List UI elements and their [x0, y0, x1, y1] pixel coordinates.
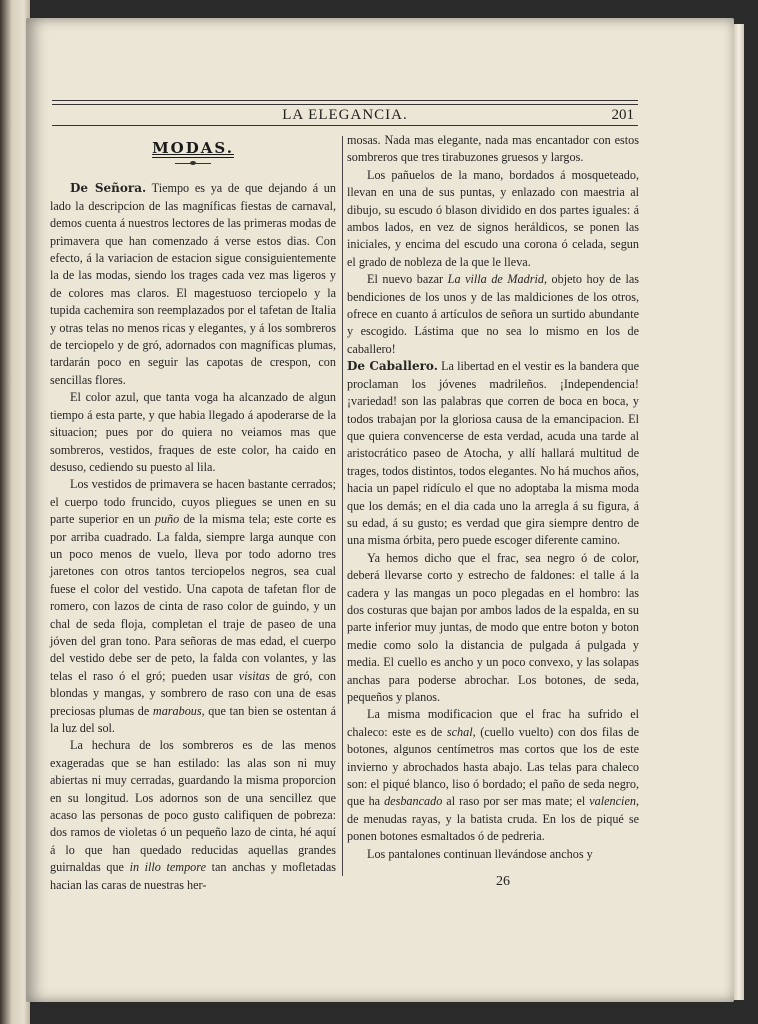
paragraph-text: mosas. Nada mas elegante, nada mas encantador con estos sombreros que tres tirabuzones gruesos y largos. [347, 133, 639, 165]
paragraph-text: Los pantalones continuan llevándose anchos y [367, 846, 593, 861]
paragraph [50, 737, 336, 894]
italic-term: marabous [152, 703, 202, 718]
paragraph-text: Los vestidos de primavera se hacen bastante cerrados; el cuerpo todo fruncido, cuyos pliegues se unen en su parte superior en un [50, 477, 336, 527]
paragraph-text: La misma modificacion que el frac ha sufrido el chaleco: este es de [347, 707, 639, 739]
paragraph [347, 132, 639, 167]
section-title-block [50, 140, 336, 166]
page-number: 201 [611, 107, 634, 123]
paragraph-text: al raso por ser mas mate; el [442, 794, 590, 809]
paragraph [347, 271, 639, 358]
italic-term: visitas [238, 668, 270, 683]
paragraph [50, 476, 336, 737]
signature-mark: 26 [496, 874, 510, 889]
subheading-caballero: De Caballero. [347, 359, 438, 374]
paragraph-text: de gró, con blondas y mangas, y sombrero de raso con una de esas preciosas plumas de [50, 668, 336, 718]
running-title: LA ELEGANCIA. [282, 107, 408, 123]
italic-term: puño [154, 512, 180, 527]
running-header [52, 104, 638, 126]
paragraph [50, 389, 336, 476]
paragraph-text: La libertad en el vestir es la bandera que proclaman los jóvenes madrileños. ¡Independencia! ¡variedad! son las palabras que corren de boca en boca, y todos trabajan por la gloriosa causa de la emancipacion. El que quiera convencerse de esta verdad, acuda una tarde al aristocrático paseo de Atocha, y allí hallará multitud de trages, todos distintos, todos elegantes. No há muchos años, hacia un papel ridículo el que no adoptaba la misma moda que los demás; en el dia cada uno la arregla á su figura, á su edad, á su gusto; es verdad que gira siempre dentro de una misma órbita, pero puede escoger diferente camino. [347, 359, 639, 548]
paragraph [347, 358, 639, 549]
page-stack-edge [734, 24, 744, 1000]
italic-term: desbancado [384, 794, 443, 809]
paragraph-text: Ya hemos dicho que el frac, sea negro ó de color, deberá llevarse corto y estrecho de faldones: el talle á la cadera y las mangas un poco plegadas en el hombro: las dos costuras que bajan por ambos lados de la espalda, en su parte inferior muy juntas, de modo que entre boton y boton medie como solo la distancia de pulgada á pulgada y media. El cuello es ancho y un poco convexo, y las solapas anchas para poderse abrochar. Los botones, de seda, pequeños y planos. [347, 550, 639, 704]
paragraph [50, 180, 336, 389]
paragraph [347, 706, 639, 845]
paragraph [347, 167, 639, 271]
paragraph-text: , que tan bien se ostentan á la luz del sol. [50, 703, 336, 735]
paragraph-text: , de menudas rayas, y la batista cruda. En los de piqué se ponen botones esmaltados ó de pedreria. [347, 794, 639, 844]
paragraph-text: Los pañuelos de la mano, bordados á mosqueteado, llevan en una de sus puntas, y enlazado con maestria al dibujo, su escudo ó blason dividido en dos partes iguales: á ambos lados, en vez de signos heráldicos, se ponen las iniciales, y encima del escudo una corona ó celada, segun el grado de nobleza de la que le lleva. [347, 167, 639, 269]
paragraph [347, 550, 639, 707]
italic-term: La villa de Madrid [447, 272, 544, 287]
subheading-senora: De Señora. [70, 181, 147, 196]
paragraph-text: , objeto hoy de las bendiciones de los unos y de las maldiciones de los otros, ofrece en cuanto á artículos de señora un surtido abundante y escogido. Lástima que no sea lo mismo en los de caballero! [347, 272, 639, 356]
header-rule-top [52, 100, 638, 101]
paragraph-text: (cuello vuelto) con dos filas de botones, algunos centímetros mas cortos que los de este invierno y abrochados hasta abajo. Las telas para chaleco son: el piqué blanco, liso ó bordado; el paño de seda negro, que ha [347, 724, 639, 809]
italic-term: schal, [446, 724, 476, 739]
column-rule [342, 136, 343, 876]
italic-term: valencien [589, 794, 636, 809]
left-column [50, 132, 336, 894]
paragraph-text: El nuevo bazar [367, 272, 448, 287]
paragraph-text: La hechura de los sombreros es de las menos exageradas que se han estilado: las alas son ni muy abiertas ni muy cerradas, guardando la misma proporcion en su longitud. Los adornos son de una sencillez que acaso las personas de poco gusto califiquen de pobreza: dos ramos de violetas ó un pequeño lazo de cinta, hé aquí á lo que han quedado reducidas aquellas grandes guirnaldas que [50, 738, 336, 875]
paragraph-text: de la misma tela; este corte es por arriba cuadrado. La falda, siempre larga aunque con un poco menos de vuelo, lleva por todo adorno tres jaretones con otros tantos terciopelos negros, sea cual fuese el color del vestido. Una capota de tafetan flor de romero, con lazos de cinta de raso color de guindo, y un chal de seda floja, completan el traje de paseo de una jóven del gran tono. Para señoras de mas edad, el cuerpo del vestido debe ser de peto, la falda con volantes, y las telas el raso ó el gró; pueden usar [50, 512, 336, 683]
paragraph-text: tan anchas y mofletadas hacian las caras de nuestras her- [50, 860, 336, 892]
paragraph [347, 846, 639, 863]
right-column [347, 132, 639, 863]
section-title: MODAS. [152, 139, 234, 157]
ornament-divider [175, 160, 211, 166]
paragraph-text: El color azul, que tanta voga ha alcanzado de algun tiempo á esta parte, y que habia llegado á apoderarse de la situacion; pues por do quiera no veiamos mas que sombreros, vestidos, fraques de este color, ha caido en desuso, cediendo su puesto al lila. [50, 390, 336, 474]
italic-term: in illo tempore [129, 860, 206, 875]
paragraph-text: Tiempo es ya de que dejando á un lado la descripcion de las magníficas fiestas de carnaval, demos cuenta á nuestros lectores de las primeras modas de primavera que han comenzado á verse estos dias. Con efecto, á la variacion de estacion sigue consiguientemente la de las modas, siendo los trages cada vez mas ligeros y de colores mas claros. El magestuoso terciopelo y la tupida cachemira son reemplazados por el tafetan de Italia y otras telas no menos ricas y elegantes, y á los sombreros de terciopelo y de gró, adornados con magníficas plumas, tardarán poco en seguir las capotas de crespon, con sencillas flores. [50, 181, 336, 387]
